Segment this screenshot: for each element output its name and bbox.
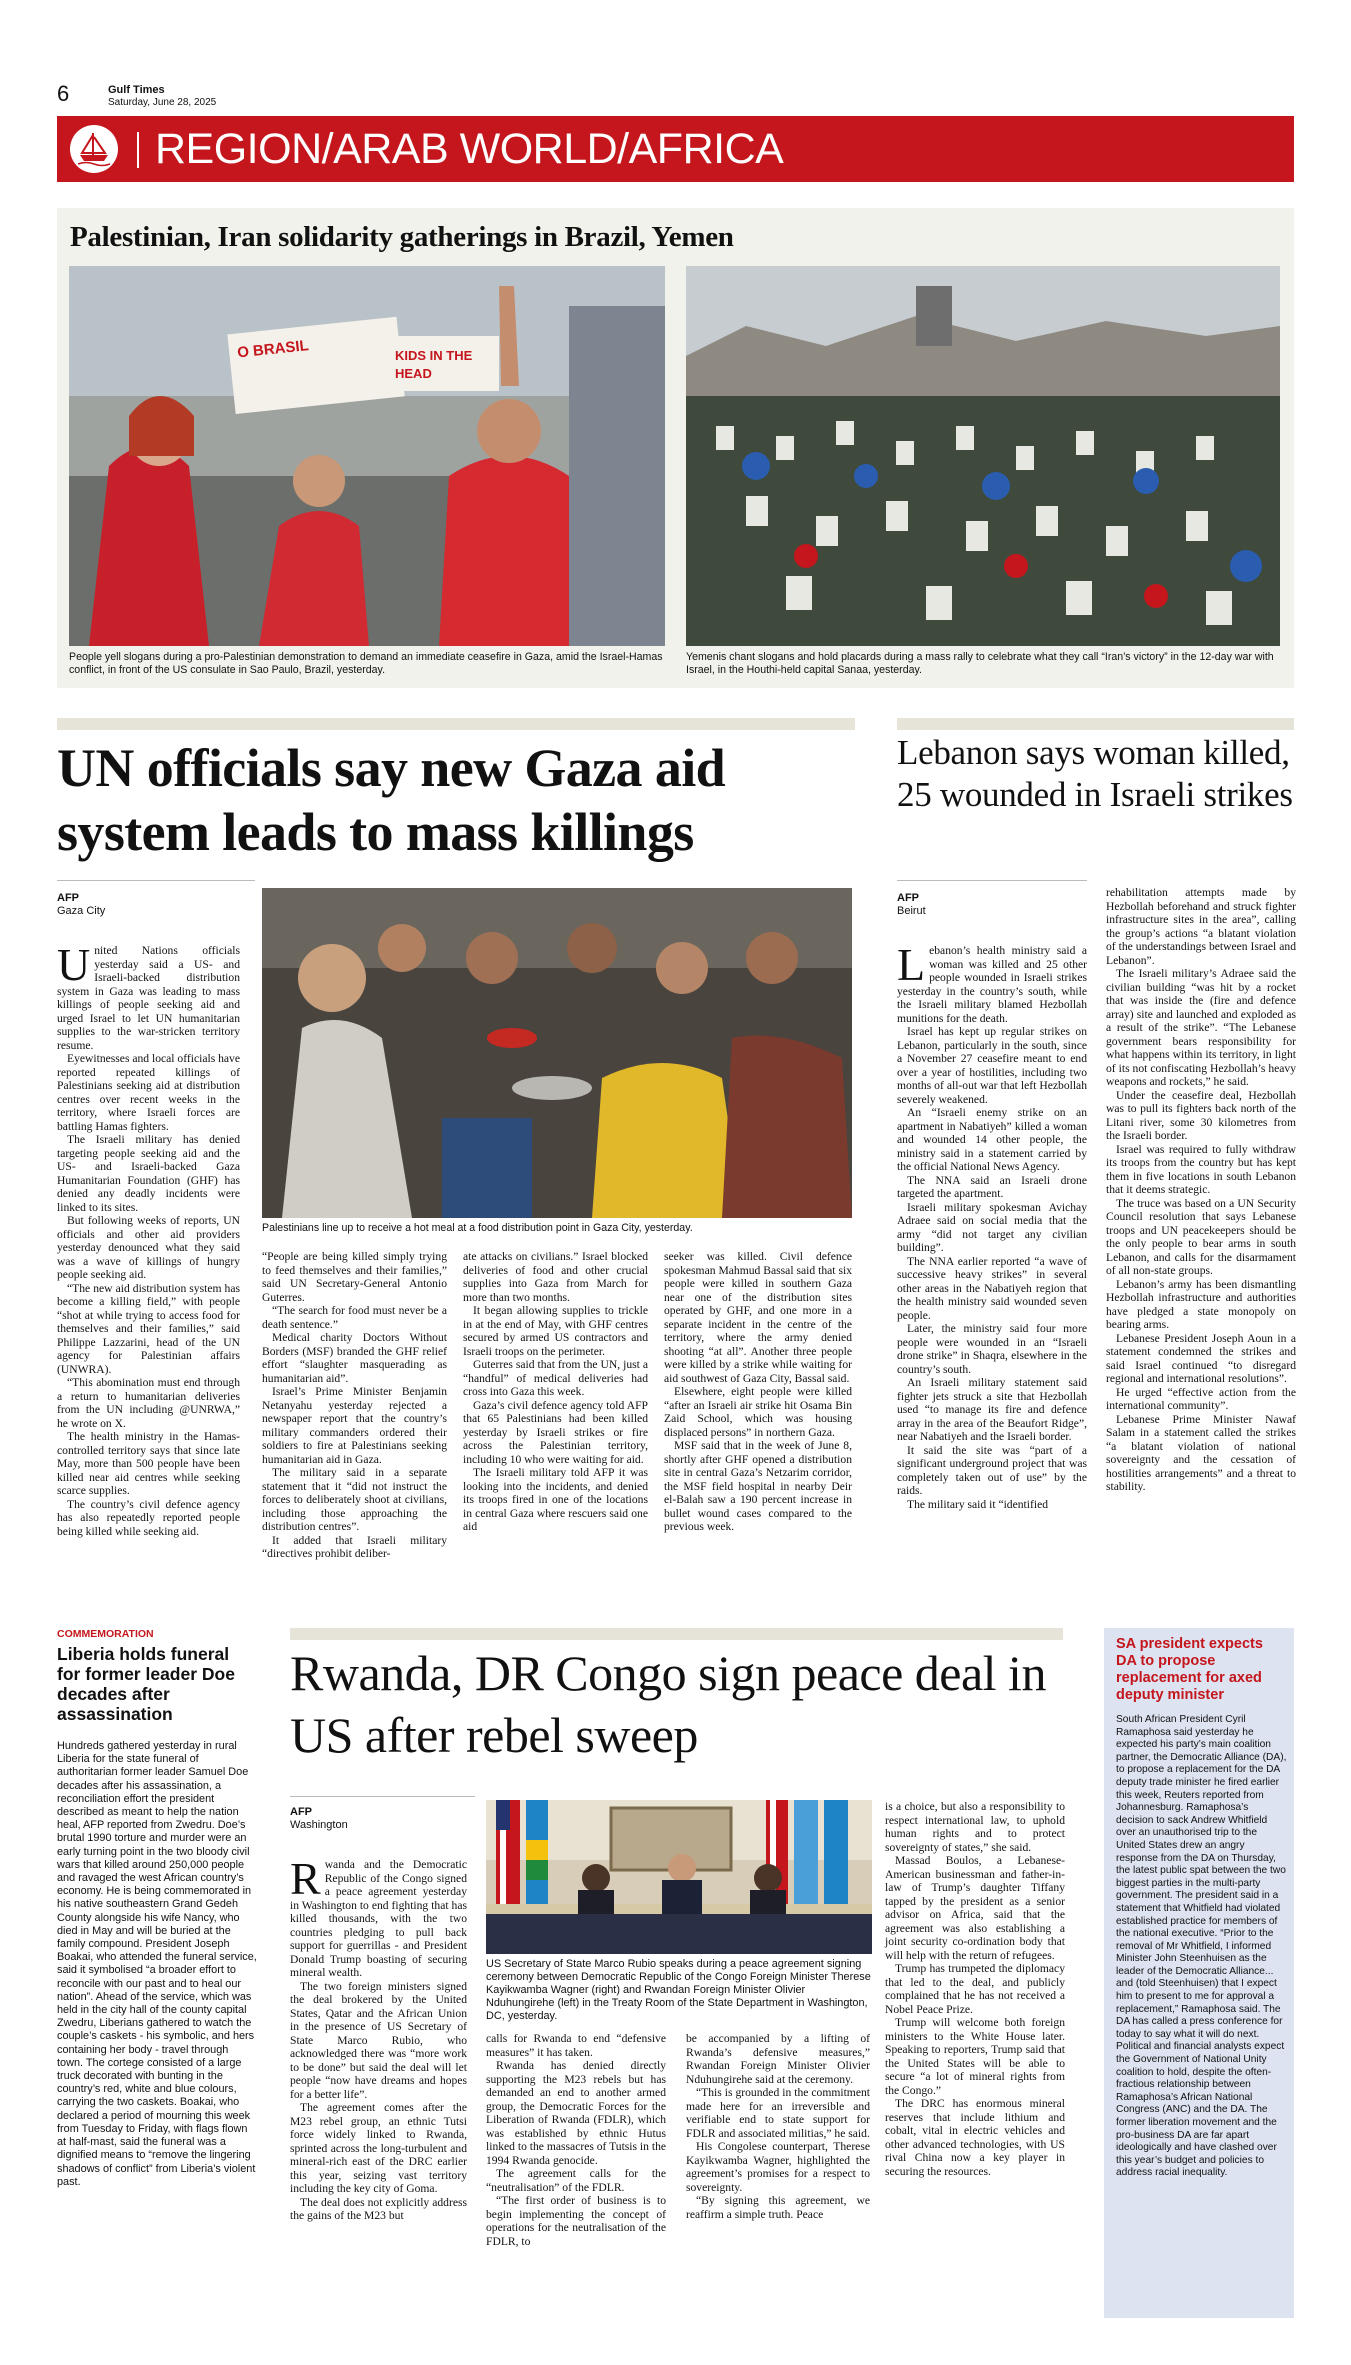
section-title: REGION/ARAB WORLD/AFRICA: [155, 125, 784, 173]
banner-title: Palestinian, Iran solidarity gatherings in Brazil, Yemen: [70, 221, 734, 253]
lebanon-col-2: [1106, 886, 1296, 1494]
protest-sign-text: O BRASIL: [236, 337, 310, 362]
lebanon-para: The Israeli military’s Adraee said the civilian building “was hit by a rocket that was inside the (fire and defence array) site and launched and exploded as a result of the strike”. “The Lebanese government bears responsibility for what happens within its territory, in light of its not confiscating Hezbollah’s heavy weapons and rockets,” he said.: [1106, 967, 1296, 1088]
rwanda-signing-photo: [486, 1800, 872, 1954]
rwanda-para: The deal does not explicitly address the gains of the M23 but: [290, 2195, 467, 2222]
lebanon-para: It said the site was “part of a significant underground project that was completely taken out of use” by the raids.: [897, 1443, 1087, 1497]
lebanon-para: The NNA earlier reported “a wave of successive heavy strikes” in several other areas in the Nabatiyeh region that the health ministry said wounded seven people.: [897, 1254, 1087, 1322]
lebanon-para: ebanon’s health ministry said a woman was killed and 25 other people wounded in Israeli strikes yesterday in the country’s south, while the Israeli military blamed Hezbollah munitions for the death.: [897, 944, 1087, 1025]
rwanda-para: The agreement calls for the “neutralisation” of the FDLR.: [486, 2167, 666, 2194]
rwanda-dropcap: R: [290, 1853, 321, 1904]
rwanda-headline: Rwanda, DR Congo sign peace deal in US after rebel sweep: [290, 1645, 1046, 1763]
rwanda-para: “This is grounded in the commitment made here for an irreversible and verifiable end to state support for FDLR and associated militias,” he said.: [686, 2086, 870, 2140]
gaza-para: “The search for food must never be a death sentence.”: [262, 1304, 447, 1331]
svg-text:HEAD: HEAD: [395, 366, 432, 381]
rwanda-para: be accompanied by a lifting of Rwanda’s defensive measures,” Rwandan Foreign Minister Olivier Nduhungirehe said at the ceremony.: [686, 2032, 870, 2086]
brazil-photo-caption: People yell slogans during a pro-Palestinian demonstration to demand an immediate ceasefire in Gaza, amid the Israel-Hamas conflict, in front of the US consulate in Sao Paulo, Brazil, yesterday.: [69, 651, 663, 676]
dhow-logo-icon: [70, 125, 118, 173]
lebanon-para: He urged “effective action from the international community”.: [1106, 1385, 1296, 1412]
gaza-col-4: [664, 1250, 852, 1534]
lebanon-para: rehabilitation attempts made by Hezbollah beforehand and struck fighter infrastructure sites in the area”, calling the group’s actions “a blatant violation of the understandings between Israel and Lebanon”.: [1106, 886, 1296, 967]
gaza-para: “People are being killed simply trying to feed themselves and their families,” said UN Secretary-General Antonio Guterres.: [262, 1250, 447, 1304]
gaza-para: Elsewhere, eight people were killed “after an Israeli air strike hit Osama Bin Zaid School, which was housing displaced persons” in northern Gaza.: [664, 1385, 852, 1439]
rwanda-para: wanda and the Democratic Republic of the Congo signed a peace agreement yesterday in Washington to end fighting that has killed thousands, with the two countries pledging to pull back support for guerrillas - and President Donald Trump boasting of securing mineral wealth.: [290, 1858, 467, 1979]
liberia-kicker: COMMEMORATION: [57, 1628, 154, 1640]
lebanon-para: An “Israeli enemy strike on an apartment in Nabatiyeh” killed a woman and wounded 14 other people, the ministry said in a statement carried by the official National News Agency.: [897, 1106, 1087, 1173]
rwanda-para: Trump will welcome both foreign ministers to the White House later. Speaking to reporters, Trump said that the United States will be able to secure “a lot of mineral rights from the Congo.”: [885, 2016, 1065, 2097]
lebanon-byline-rule: [897, 880, 1087, 881]
rwanda-col-1: [290, 1853, 467, 2223]
gaza-para: But following weeks of reports, UN officials and other aid providers yesterday denounced what they said was a wave of killings of hungry people seeking aid.: [57, 1214, 240, 1281]
rwanda-para: Massad Boulos, a Lebanese-American businessman and father-in-law of Trump’s daughter Tiffany tapped by the president as a senior advisor on Africa, said that the agreement was also establishing a joint security co-ordination body that will help with the return of refugees.: [885, 1854, 1065, 1962]
lebanon-para: Under the ceasefire deal, Hezbollah was to pull its fighters back north of the Litani river, some 30 kilometres from the Israeli border.: [1106, 1088, 1296, 1142]
gaza-para: Medical charity Doctors Without Borders (MSF) branded the GHF relief effort “slaughter masquerading as humanitarian aid”.: [262, 1331, 447, 1385]
lebanon-para: Later, the ministry said four more people were wounded in an “Israeli drone strike” in Shaqra, elsewhere in the country’s south.: [897, 1322, 1087, 1376]
liberia-body: Hundreds gathered yesterday in rural Liberia for the state funeral of authoritarian former leader Samuel Doe decades after his assassination, a reconciliation effort the president described as meant to help the nation heal, AFP reported from Zwedru. Doe’s brutal 1990 torture and murder were an early turning point in the two bloody civil wars that killed around 250,000 people and ravaged the west African country’s economy. He is being commemorated in his native southeastern Grand Gedeh County alongside his wife Nancy, who died in May and will be buried at the family compound. President Joseph Boakai, who attended the funeral service, said it symbolised “a broader effort to reconcile with our past and to heal our nation”. Ahead of the service, which was held in the city hall of the county capital Zwedru, Liberians gathered to watch the couple’s caskets - his symbolic, and hers containing her body - travel through town. The cortege consisted of a large truck decorated with bunting in the country’s red, white and blue colours, carrying the two caskets. Boakai, who declared a period of mourning this week from Tuesday to Friday, with flags flown at half-mast, said the funeral was a dignified means to “remove the lingering shadows of conflict” from Liberia’s violent past.: [57, 1740, 257, 2188]
gaza-para: Guterres said that from the UN, just a “handful” of medical deliveries had cross into Gaza this week.: [463, 1358, 648, 1398]
rwanda-col-2: [486, 2032, 666, 2248]
gaza-para: MSF said that in the week of June 8, shortly after GHF opened a distribution site in central Gaza’s Netzarim corridor, the MSF field hospital in nearby Deir el-Balah saw a 190 percent increase in bullet wound cases compared to the previous week.: [664, 1439, 852, 1533]
rwanda-para: “By signing this agreement, we reaffirm a simple truth. Peace: [686, 2194, 870, 2221]
lebanon-para: Lebanese President Joseph Aoun in a statement condemned the strikes and said Israel continued “to disregard regional and international resolutions”.: [1106, 1331, 1296, 1385]
gaza-para: Gaza’s civil defence agency told AFP that 65 Palestinians had been killed yesterday by Israeli strikes or fire across the Palestinian territory, including 10 who were waiting for aid.: [463, 1398, 648, 1466]
rwanda-para: His Congolese counterpart, Therese Kayikwamba Wagner, highlighted the agreement’s promises for a respect to sovereignty.: [686, 2140, 870, 2194]
section-divider: [137, 132, 139, 168]
rwanda-para: “The first order of business is to begin implementing the concept of operations for the neutralisation of the FDLR, to: [486, 2194, 666, 2248]
rwanda-col-4: [885, 1800, 1065, 2178]
rwanda-col-3: [686, 2032, 870, 2221]
lebanon-headline: Lebanon says woman killed, 25 wounded in Israeli strikes: [897, 733, 1293, 814]
rwanda-byline-rule: [290, 1796, 475, 1797]
issue-date: Saturday, June 28, 2025: [108, 97, 217, 108]
svg-text:KIDS IN THE: KIDS IN THE: [395, 348, 473, 363]
gaza-dateline: Gaza City: [57, 905, 106, 917]
gaza-para: “This abomination must end through a return to humanitarian deliveries from the UN including @UNRWA,” he wrote on X.: [57, 1376, 240, 1430]
rwanda-byline: [290, 1806, 475, 1832]
gaza-para: ate attacks on civilians.” Israel blocked deliveries of food and other crucial supplies into Gaza from March for more than two months.: [463, 1250, 648, 1304]
gaza-para: It added that Israeli military “directives prohibit deliber-: [262, 1533, 447, 1560]
rwanda-para: The two foreign ministers signed the deal brokered by the United States, Qatar and the African Union in the presence of US Secretary of State Marco Rubio, who acknowledged there was “more work to be done” but said the deal will let people “now have dreams and hopes for a better life”.: [290, 1979, 467, 2101]
rwanda-para: is a choice, but also a responsibility to respect international law, to uphold human rights and to protect sovereignty of states,” she said.: [885, 1800, 1065, 1854]
lebanon-top-rule: [897, 718, 1294, 730]
gaza-food-line-photo: [262, 888, 852, 1218]
gaza-para: The Israeli military told AFP it was looking into the incidents, and denied its troops fired in one of the locations in central Gaza where rescuers said one aid: [463, 1466, 648, 1533]
lebanon-para: Israeli military spokesman Avichay Adraee said on social media that the army “did not target any civilian building”.: [897, 1200, 1087, 1254]
lebanon-dateline: Beirut: [897, 905, 926, 917]
lebanon-agency: AFP: [897, 892, 919, 904]
rwanda-agency: AFP: [290, 1806, 312, 1818]
lebanon-para: Lebanese Prime Minister Nawaf Salam in a statement called the strikes “a blatant violation of national sovereignty and the cessation of hostilities arrangements” and a threat to stability.: [1106, 1412, 1296, 1493]
lebanon-para: Israel has kept up regular strikes on Lebanon, particularly in the south, since a November 27 ceasefire meant to end over a year of hostilities, including two months of all-out war that left Hezbollah severely weakened.: [897, 1025, 1087, 1106]
gaza-para: The military said in a separate statement that it “did not instruct the forces to deliberately shoot at civilians, including those approaching the distribution centres”.: [262, 1466, 447, 1533]
gaza-col-2: [262, 1250, 447, 1561]
lebanon-para: The NNA said an Israeli drone targeted the apartment.: [897, 1173, 1087, 1200]
gaza-para: The health ministry in the Hamas-controlled territory says that since late May, more than 500 people have been killed near aid centres while seeking scarce supplies.: [57, 1430, 240, 1497]
rwanda-para: calls for Rwanda to end “defensive measures” it has taken.: [486, 2032, 666, 2059]
rwanda-para: Trump has trumpeted the diplomacy that led to the deal, and publicly complained that he has not received a Nobel Peace Prize.: [885, 1962, 1065, 2016]
yemen-rally-photo: [686, 266, 1280, 646]
gaza-agency: AFP: [57, 892, 79, 904]
gaza-photo-caption: Palestinians line up to receive a hot meal at a food distribution point in Gaza City, yesterday.: [262, 1222, 693, 1234]
gaza-col-3: [463, 1250, 648, 1534]
sa-body: South African President Cyril Ramaphosa said yesterday he expected his party’s main coalition partner, the Democratic Alliance (DA), to propose a replacement for the DA deputy trade minister he fired earlier this week, Reuters reported from Johannesburg. Ramaphosa’s decision to sack Andrew Whitfield over an unauthorised trip to the United States drew an angry response from the DA on Thursday, the latest public spat between the two biggest parties in the multi-party government. The president said in a statement that Whitfield had violated established practice for members of the national executive. “Prior to the removal of Mr Whitfield, I informed Minister John Steenhuisen as the leader of the Democratic Alliance... and (told Steenhuisen) that I expect him to present to me for approval a replacement,” Ramaphosa said. The DA has called a press conference for today to say what it will do next. Political and financial analysts expect the Government of National Unity coalition to hold, despite the often-fractious relationship between Ramaphosa’s African National Congress (ANC) and the DA. The former liberation movement and the pro-business DA are far apart ideologically and have clashed over this year’s budget and policies to address racial inequality.: [1116, 1714, 1287, 2179]
lebanon-para: The truce was based on a UN Security Council resolution that says Lebanese troops and UN peacekeepers should be the only people to bear arms in south Lebanon, and calls for the disarmament of all non-state groups.: [1106, 1196, 1296, 1277]
lebanon-byline: [897, 892, 1087, 918]
lebanon-para: Lebanon’s army has been dismantling Hezbollah infrastructure and authorities have pledged a state monopoly on bearing arms.: [1106, 1277, 1296, 1331]
rwanda-dateline: Washington: [290, 1819, 348, 1831]
lebanon-para: The military said it “identified: [907, 1497, 1049, 1511]
gaza-para: “The new aid distribution system has become a killing field,” with people “shot at while trying to access food for themselves and their families,” said Philippe Lazzarini, head of the UN agency for Palestinian affairs (UNWRA).: [57, 1281, 240, 1376]
yemen-photo-caption: Yemenis chant slogans and hold placards during a mass rally to celebrate what they call “Iran’s victory” in the 12-day war with Israel, in the Houthi-held capital Sanaa, yesterday.: [686, 651, 1274, 676]
rwanda-para: Rwanda has denied directly supporting the M23 rebels but has demanded an end to another armed group, the Democratic Forces for the Liberation of Rwanda (FDLR), which was established by ethnic Hutus linked to the massacres of Tutsis in the 1994 Rwanda genocide.: [486, 2059, 667, 2167]
brazil-protest-photo: [69, 266, 665, 646]
page-number: 6: [57, 81, 70, 106]
gaza-para: The country’s civil defence agency has also repeatedly reported people being killed while seeking aid.: [57, 1497, 240, 1538]
rwanda-para: The DRC has enormous mineral reserves that include lithium and cobalt, vital in electric vehicles and other advanced technologies, with US rival China now a key player in securing the resources.: [885, 2097, 1065, 2178]
gaza-dropcap: U: [57, 939, 91, 990]
gaza-para: The Israeli military has denied targeting people seeking aid and the US- and Israeli-backed Gaza Humanitarian Foundation (GHF) has denied any deadly incidents were linked to its sites.: [57, 1133, 240, 1214]
gaza-top-rule: [57, 718, 855, 730]
sa-headline: SA president expects DA to propose replacement for axed deputy minister: [1116, 1636, 1263, 1703]
section-bar: [57, 116, 1294, 182]
rwanda-top-rule: [290, 1628, 1063, 1640]
liberia-headline: Liberia holds funeral for former leader Doe decades after assassination: [57, 1644, 235, 1724]
gaza-headline: UN officials say new Gaza aid system leads to mass killings: [57, 738, 726, 862]
gaza-para: Eyewitnesses and local officials have reported repeated killings of Palestinians seeking aid at distribution centres over recent weeks in the territory, where Israeli forces are battling Hamas fighters.: [57, 1052, 240, 1133]
lebanon-para: An Israeli military statement said fighter jets struck a site that Hezbollah used “to manage its fire and defence array in the area of the Beaufort Ridge”, near Nabatiyeh and the Israeli border.: [897, 1376, 1087, 1443]
gaza-col-1: [57, 939, 240, 1538]
gaza-para: Israel’s Prime Minister Benjamin Netanyahu yesterday rejected a newspaper report that the country’s military commanders ordered their soldiers to fire at Palestinians seeking humanitarian aid in Gaza.: [262, 1385, 447, 1466]
lebanon-para: Israel was required to fully withdraw its troops from the country but has kept them in five locations in south Lebanon that it deems strategic.: [1106, 1142, 1296, 1196]
gaza-byline: [57, 892, 255, 918]
gaza-para: seeker was killed. Civil defence spokesman Mahmud Bassal said that six people were killed in southern Gaza near one of the distribution sites operated by GHF, and one more in a separate incident in the centre of the territory, where the army denied shooting “at all”. Another three people were killed by a strike while waiting for aid southwest of Gaza City, Bassal said.: [664, 1250, 852, 1385]
paper-name: Gulf Times: [108, 84, 165, 96]
rwanda-para: The agreement comes after the M23 rebel group, an ethnic Tutsi force widely linked to Rwanda, sprinted across the long-turbulent and mineral-rich east of the DRC earlier this year, seizing vast territory including the key city of Goma.: [290, 2101, 467, 2195]
gaza-byline-rule: [57, 880, 255, 881]
rwanda-photo-caption: US Secretary of State Marco Rubio speaks during a peace agreement signing ceremony between Democratic Republic of the Congo Foreign Minister Therese Kayikwamba Wagner (right) and Rwandan Foreign Minister Olivier Nduhungirehe (left) in the Treaty Room of the State Department in Washington, DC, yesterday.: [486, 1958, 871, 2022]
gaza-para: It began allowing supplies to trickle in at the end of May, with GHF centres secured by armed US contractors and Israeli troops on the perimeter.: [463, 1304, 648, 1358]
gaza-para: nited Nations officials yesterday said a US- and Israeli-backed distribution system in Gaza was leading to mass killings of people seeking aid and urged Israel to let UN humanitarian supplies to the war-stricken territory resume.: [57, 944, 240, 1052]
lebanon-col-1: [897, 939, 1087, 1511]
lebanon-dropcap: L: [897, 939, 926, 990]
